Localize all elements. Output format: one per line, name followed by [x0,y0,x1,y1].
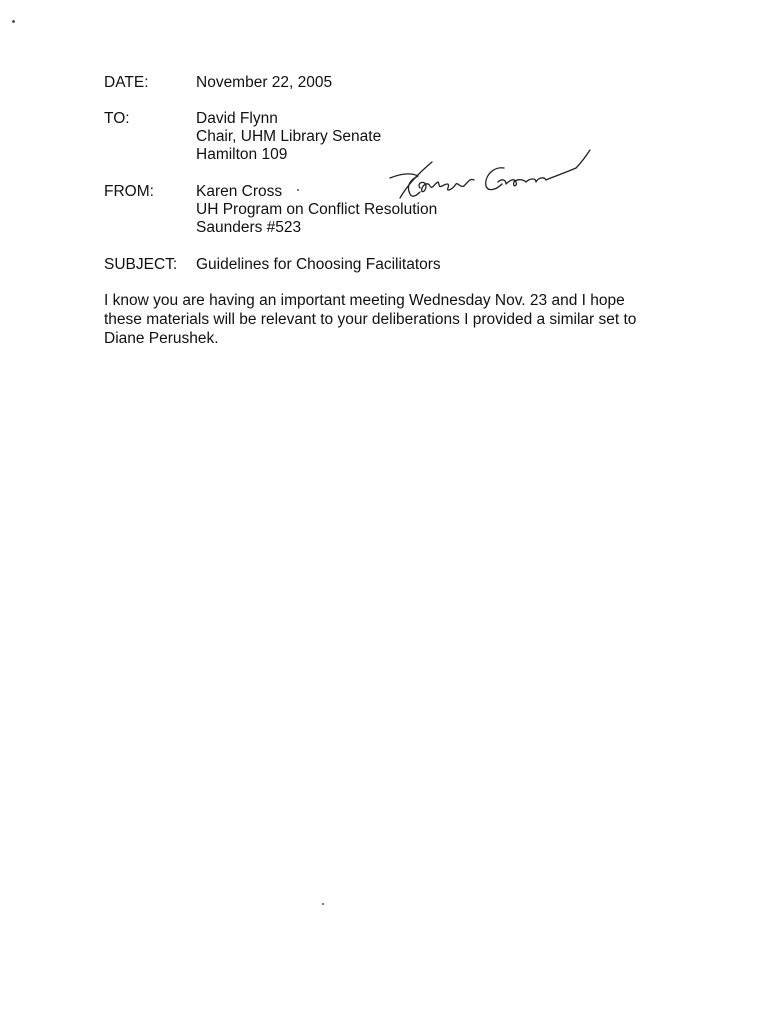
memo-body [104,291,664,348]
date-value: November 22, 2005 [196,74,333,91]
scan-speck [322,903,324,905]
from-name: Karen Cross [196,183,283,200]
to-location: Hamilton 109 [196,146,288,163]
to-block [196,110,381,164]
body-line: these materials will be relevant to your deliberations I provided a similar set to [104,311,637,328]
subject-value: Guidelines for Choosing Facilitators [196,256,441,273]
body-line: I know you are having an important meeting Wednesday Nov. 23 and I hope [104,292,625,309]
date-label: DATE: [104,74,149,91]
body-line: Diane Perushek. [104,330,219,347]
to-name: David Flynn [196,110,278,127]
from-location: Saunders #523 [196,219,302,236]
scan-speck [12,20,15,23]
from-label: FROM: [104,183,154,200]
to-title: Chair, UHM Library Senate [196,128,382,145]
scan-speck [297,189,299,191]
to-label: TO: [104,110,130,127]
subject-label: SUBJECT: [104,256,178,273]
handwritten-signature [380,148,600,210]
from-organization: UH Program on Conflict Resolution [196,201,438,218]
